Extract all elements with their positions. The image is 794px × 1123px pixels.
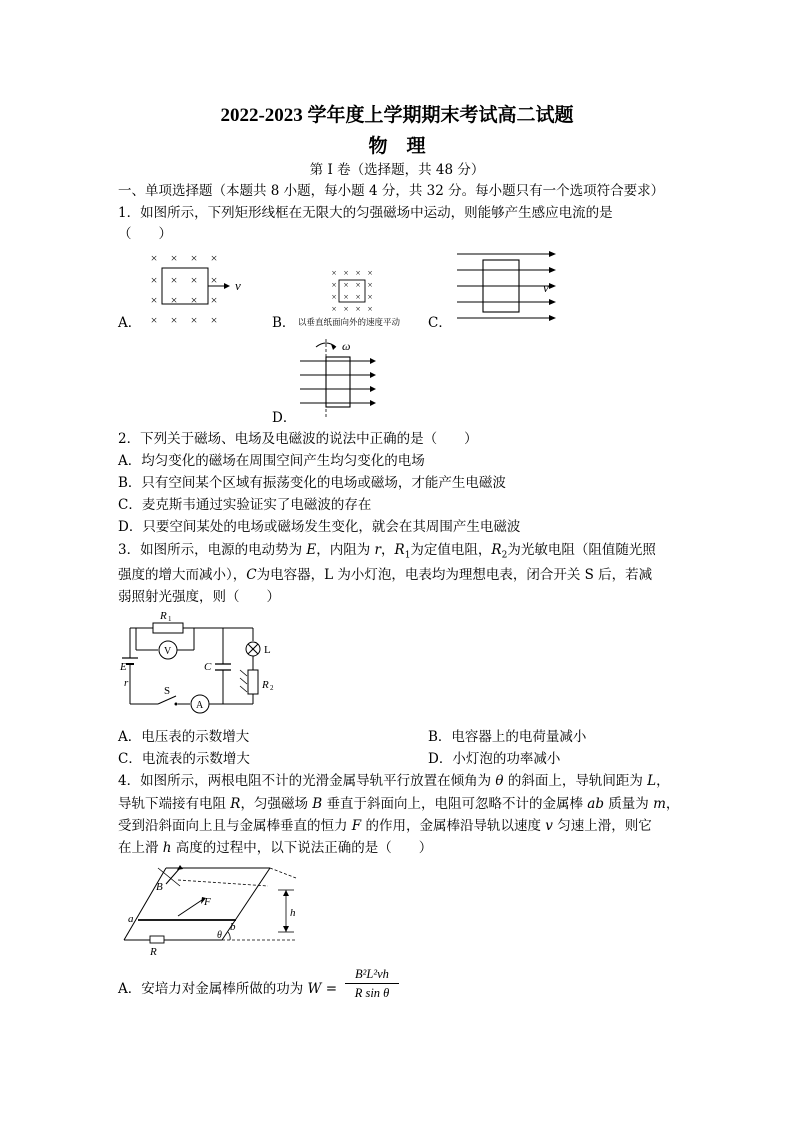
q3-stem-line3: 弱照射光强度，则（ ） (118, 589, 280, 605)
svg-text:×: × (355, 292, 361, 302)
svg-text:L: L (264, 644, 271, 656)
q1-answer-paren: （ ） (118, 226, 172, 242)
q3-option-d: D．小灯泡的功率减小 (428, 751, 561, 767)
q1-figure-c (455, 250, 565, 325)
q2-option-d: D．只要空间某处的电场或磁场发生变化，就会在其周围产生电磁波 (118, 519, 521, 535)
svg-text:×: × (190, 313, 198, 327)
work-formula-fraction (345, 966, 399, 1001)
svg-text:B: B (156, 881, 163, 893)
q4-stem-line1: 4．如图所示，两根电阻不计的光滑金属导轨平行放置在倾角为 θ 的斜面上，导轨间距为 L， (118, 773, 670, 789)
svg-text:b: b (230, 921, 236, 933)
q2-option-c: C．麦克斯韦通过实验证实了电磁波的存在 (118, 497, 372, 513)
svg-text:R: R (262, 679, 269, 691)
q4-stem-line3: 受到沿斜面向上且与金属棒垂直的恒力 F 的作用，金属棒沿导轨以速度 v 匀速上滑，则它 (118, 818, 652, 834)
q1-figure-b-caption: 以垂直纸面向外的速度平动 (298, 318, 401, 328)
q3-option-b: B．电容器上的电荷量减小 (428, 729, 587, 745)
svg-text:×: × (355, 304, 361, 314)
svg-text:×: × (170, 251, 178, 265)
svg-text:C: C (204, 661, 212, 673)
svg-text:×: × (343, 280, 349, 290)
svg-text:F: F (204, 896, 211, 908)
svg-text:×: × (190, 251, 198, 265)
q2-option-b: B．只有空间某个区域有振荡变化的电场或磁场，才能产生电磁波 (118, 475, 506, 491)
svg-text:×: × (343, 268, 349, 278)
q3-stem-line1: 3．如图所示，电源的电动势为 E，内阻为 r，$R_1$为定值电阻，$R_2$为光敏电阻（阻值随光照 (118, 542, 656, 561)
q1-option-c-label: C． (428, 315, 452, 331)
svg-text:A: A (196, 700, 204, 711)
svg-text:×: × (331, 292, 337, 302)
q1-stem: 1．如图所示，下列矩形线框在无限大的匀强磁场中运动，则能够产生感应电流的是 (118, 205, 613, 221)
svg-text:R: R (160, 610, 167, 622)
svg-text:r: r (124, 677, 129, 689)
svg-text:×: × (150, 293, 158, 307)
svg-text:2: 2 (270, 684, 274, 692)
svg-text:×: × (170, 293, 178, 307)
svg-text:×: × (367, 304, 373, 314)
q2-option-a: A．均匀变化的磁场在周围空间产生均匀变化的电场 (118, 453, 425, 469)
svg-text:×: × (190, 293, 198, 307)
q1-option-b-label: B． (272, 315, 296, 331)
svg-text:θ: θ (217, 930, 222, 941)
svg-text:h: h (290, 907, 296, 919)
resistor-r2 (248, 670, 258, 694)
q4-stem-line4: 在上滑 h 高度的过程中，以下说法正确的是（ ） (118, 840, 433, 856)
svg-text:×: × (343, 292, 349, 302)
svg-text:×: × (190, 273, 198, 287)
svg-text:a: a (128, 913, 134, 925)
part-heading: 第 I 卷（选择题，共 48 分） (309, 162, 485, 178)
q1-option-d-label: D． (272, 410, 297, 426)
q3-circuit-figure (118, 608, 288, 720)
svg-text:×: × (331, 280, 337, 290)
svg-text:×: × (367, 268, 373, 278)
q4-incline-figure (118, 860, 318, 960)
svg-text:×: × (170, 273, 178, 287)
svg-text:×: × (367, 280, 373, 290)
svg-text:×: × (331, 268, 337, 278)
q1-figure-b (296, 266, 436, 328)
q4-option-a-text: A．安培力对金属棒所做的功为 W = (118, 981, 338, 997)
section-heading: 一、单项选择题（本题共 8 小题，每小题 4 分，共 32 分。每小题只有一个选项符合要求） (118, 183, 665, 199)
svg-text:×: × (150, 313, 158, 327)
velocity-label: v (543, 280, 549, 295)
velocity-label: v (235, 278, 241, 293)
svg-text:R: R (150, 946, 157, 958)
q3-stem-line2: 强度的增大而减小），C为电容器，L 为小灯泡，电表均为理想电表，闭合开关 S 后，若减 (118, 567, 653, 583)
svg-text:S: S (164, 685, 171, 697)
q4-stem-line2: 导轨下端接有电阻 R，匀强磁场 B 垂直于斜面向上，电阻可忽略不计的金属棒 ab 质量为 m， (118, 796, 680, 812)
svg-text:×: × (210, 251, 218, 265)
svg-text:×: × (331, 304, 337, 314)
formula-denominator: R sin θ (354, 986, 390, 1000)
q1-option-a-label: A． (118, 315, 142, 331)
svg-text:E: E (120, 661, 127, 673)
resistor-r1 (153, 623, 183, 633)
exam-title: 2022-2023 学年度上学期期末考试高二试题 (220, 105, 574, 126)
svg-text:1: 1 (168, 615, 172, 623)
svg-text:×: × (150, 251, 158, 265)
svg-text:×: × (150, 273, 158, 287)
svg-text:×: × (210, 293, 218, 307)
svg-text:V: V (164, 646, 172, 657)
formula-numerator: B²L²vh (355, 967, 389, 981)
q2-stem: 2．下列关于磁场、电场及电磁波的说法中正确的是（ ） (118, 431, 478, 447)
subject-title: 物 理 (368, 136, 426, 157)
svg-text:×: × (367, 292, 373, 302)
q3-option-a: A．电压表的示数增大 (118, 729, 250, 745)
q1-figure-d (298, 337, 388, 427)
svg-text:×: × (343, 304, 349, 314)
svg-text:×: × (210, 273, 218, 287)
svg-text:×: × (355, 280, 361, 290)
svg-text:×: × (210, 313, 218, 327)
q3-option-c: C．电流表的示数增大 (118, 751, 250, 767)
svg-text:×: × (355, 268, 361, 278)
omega-label: ω (342, 339, 351, 353)
svg-text:×: × (170, 313, 178, 327)
q1-figure-a (140, 250, 260, 328)
